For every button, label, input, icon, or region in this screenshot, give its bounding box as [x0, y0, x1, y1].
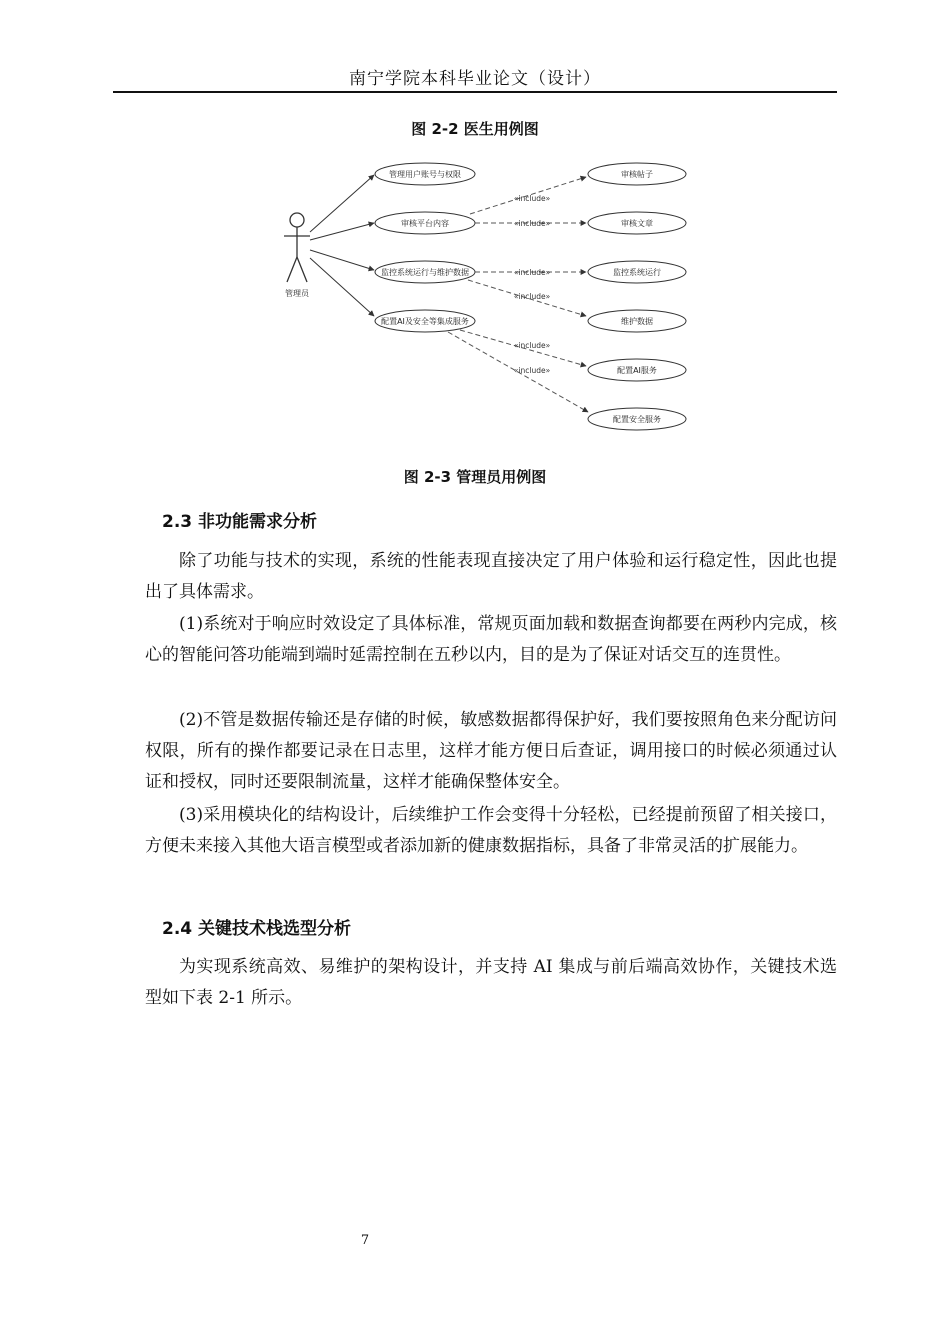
sub-case-label-5: 配置AI服务: [617, 366, 657, 375]
admin-use-case-diagram: [270, 150, 690, 450]
page-number: 7: [360, 1233, 370, 1248]
sub-case-label-2: 审核文章: [621, 219, 653, 228]
use-case-label-2: 审核平台内容: [401, 219, 449, 228]
include-label-5: «include»: [513, 341, 551, 350]
section-2-3-para-4: (3)采用模块化的结构设计，后续维护工作会变得十分轻松，已经提前预留了相关接口，方便未来接入其他大语言模型或者添加新的健康数据指标，具备了非常灵活的扩展能力。: [145, 805, 837, 856]
sub-case-label-4: 维护数据: [621, 317, 653, 326]
sub-case-label-6: 配置安全服务: [613, 415, 661, 424]
header-rule: [113, 91, 837, 93]
use-case-label-4: 配置AI及安全等集成服务: [381, 317, 469, 326]
page-header-title: 南宁学院本科毕业论文（设计）: [349, 69, 601, 89]
figure-2-3-caption: 图 2-3 管理员用例图: [403, 468, 547, 486]
figure-2-2-caption: 图 2-2 医生用例图: [411, 120, 539, 138]
use-case-label-3: 监控系统运行与维护数据: [381, 268, 469, 277]
assoc-line-1: [310, 175, 374, 232]
include-label-1: «include»: [513, 194, 551, 203]
include-label-3: «include»: [513, 268, 551, 277]
sub-case-label-1: 审核帖子: [621, 170, 653, 179]
section-2-4-heading: 2.4 关键技术栈选型分析: [162, 919, 352, 939]
include-label-6: «include»: [513, 366, 551, 375]
include-label-2: «include»: [513, 219, 551, 228]
use-case-label-1: 管理用户账号与权限: [389, 170, 461, 179]
actor-label: 管理员: [285, 289, 309, 298]
assoc-line-2: [310, 223, 374, 240]
section-2-3-para-2: (1)系统对于响应时效设定了具体标准，常规页面加载和数据查询都要在两秒内完成，核心的智能问答功能端到端时延需控制在五秒以内，目的是为了保证对话交互的连贯性。: [145, 614, 837, 665]
include-label-4: «include»: [513, 292, 551, 301]
section-2-4-para: 为实现系统高效、易维护的架构设计，并支持 AI 集成与前后端高效协作，关键技术选型如下表 2-1 所示。: [145, 957, 837, 1008]
section-2-3-para-3: (2)不管是数据传输还是存储的时候，敏感数据都得保护好，我们要按照角色来分配访问权限，所有的操作都要记录在日志里，这样才能方便日后查证，调用接口的时候必须通过认证和授权，同时还要限制流量，这样才能确保整体安全。: [145, 710, 837, 792]
section-2-3-para-1: 除了功能与技术的实现，系统的性能表现直接决定了用户体验和运行稳定性，因此也提出了具体需求。: [145, 551, 837, 602]
section-2-3-heading: 2.3 非功能需求分析: [162, 512, 318, 532]
actor-stick-figure: [284, 213, 310, 282]
sub-case-label-3: 监控系统运行: [613, 268, 661, 277]
